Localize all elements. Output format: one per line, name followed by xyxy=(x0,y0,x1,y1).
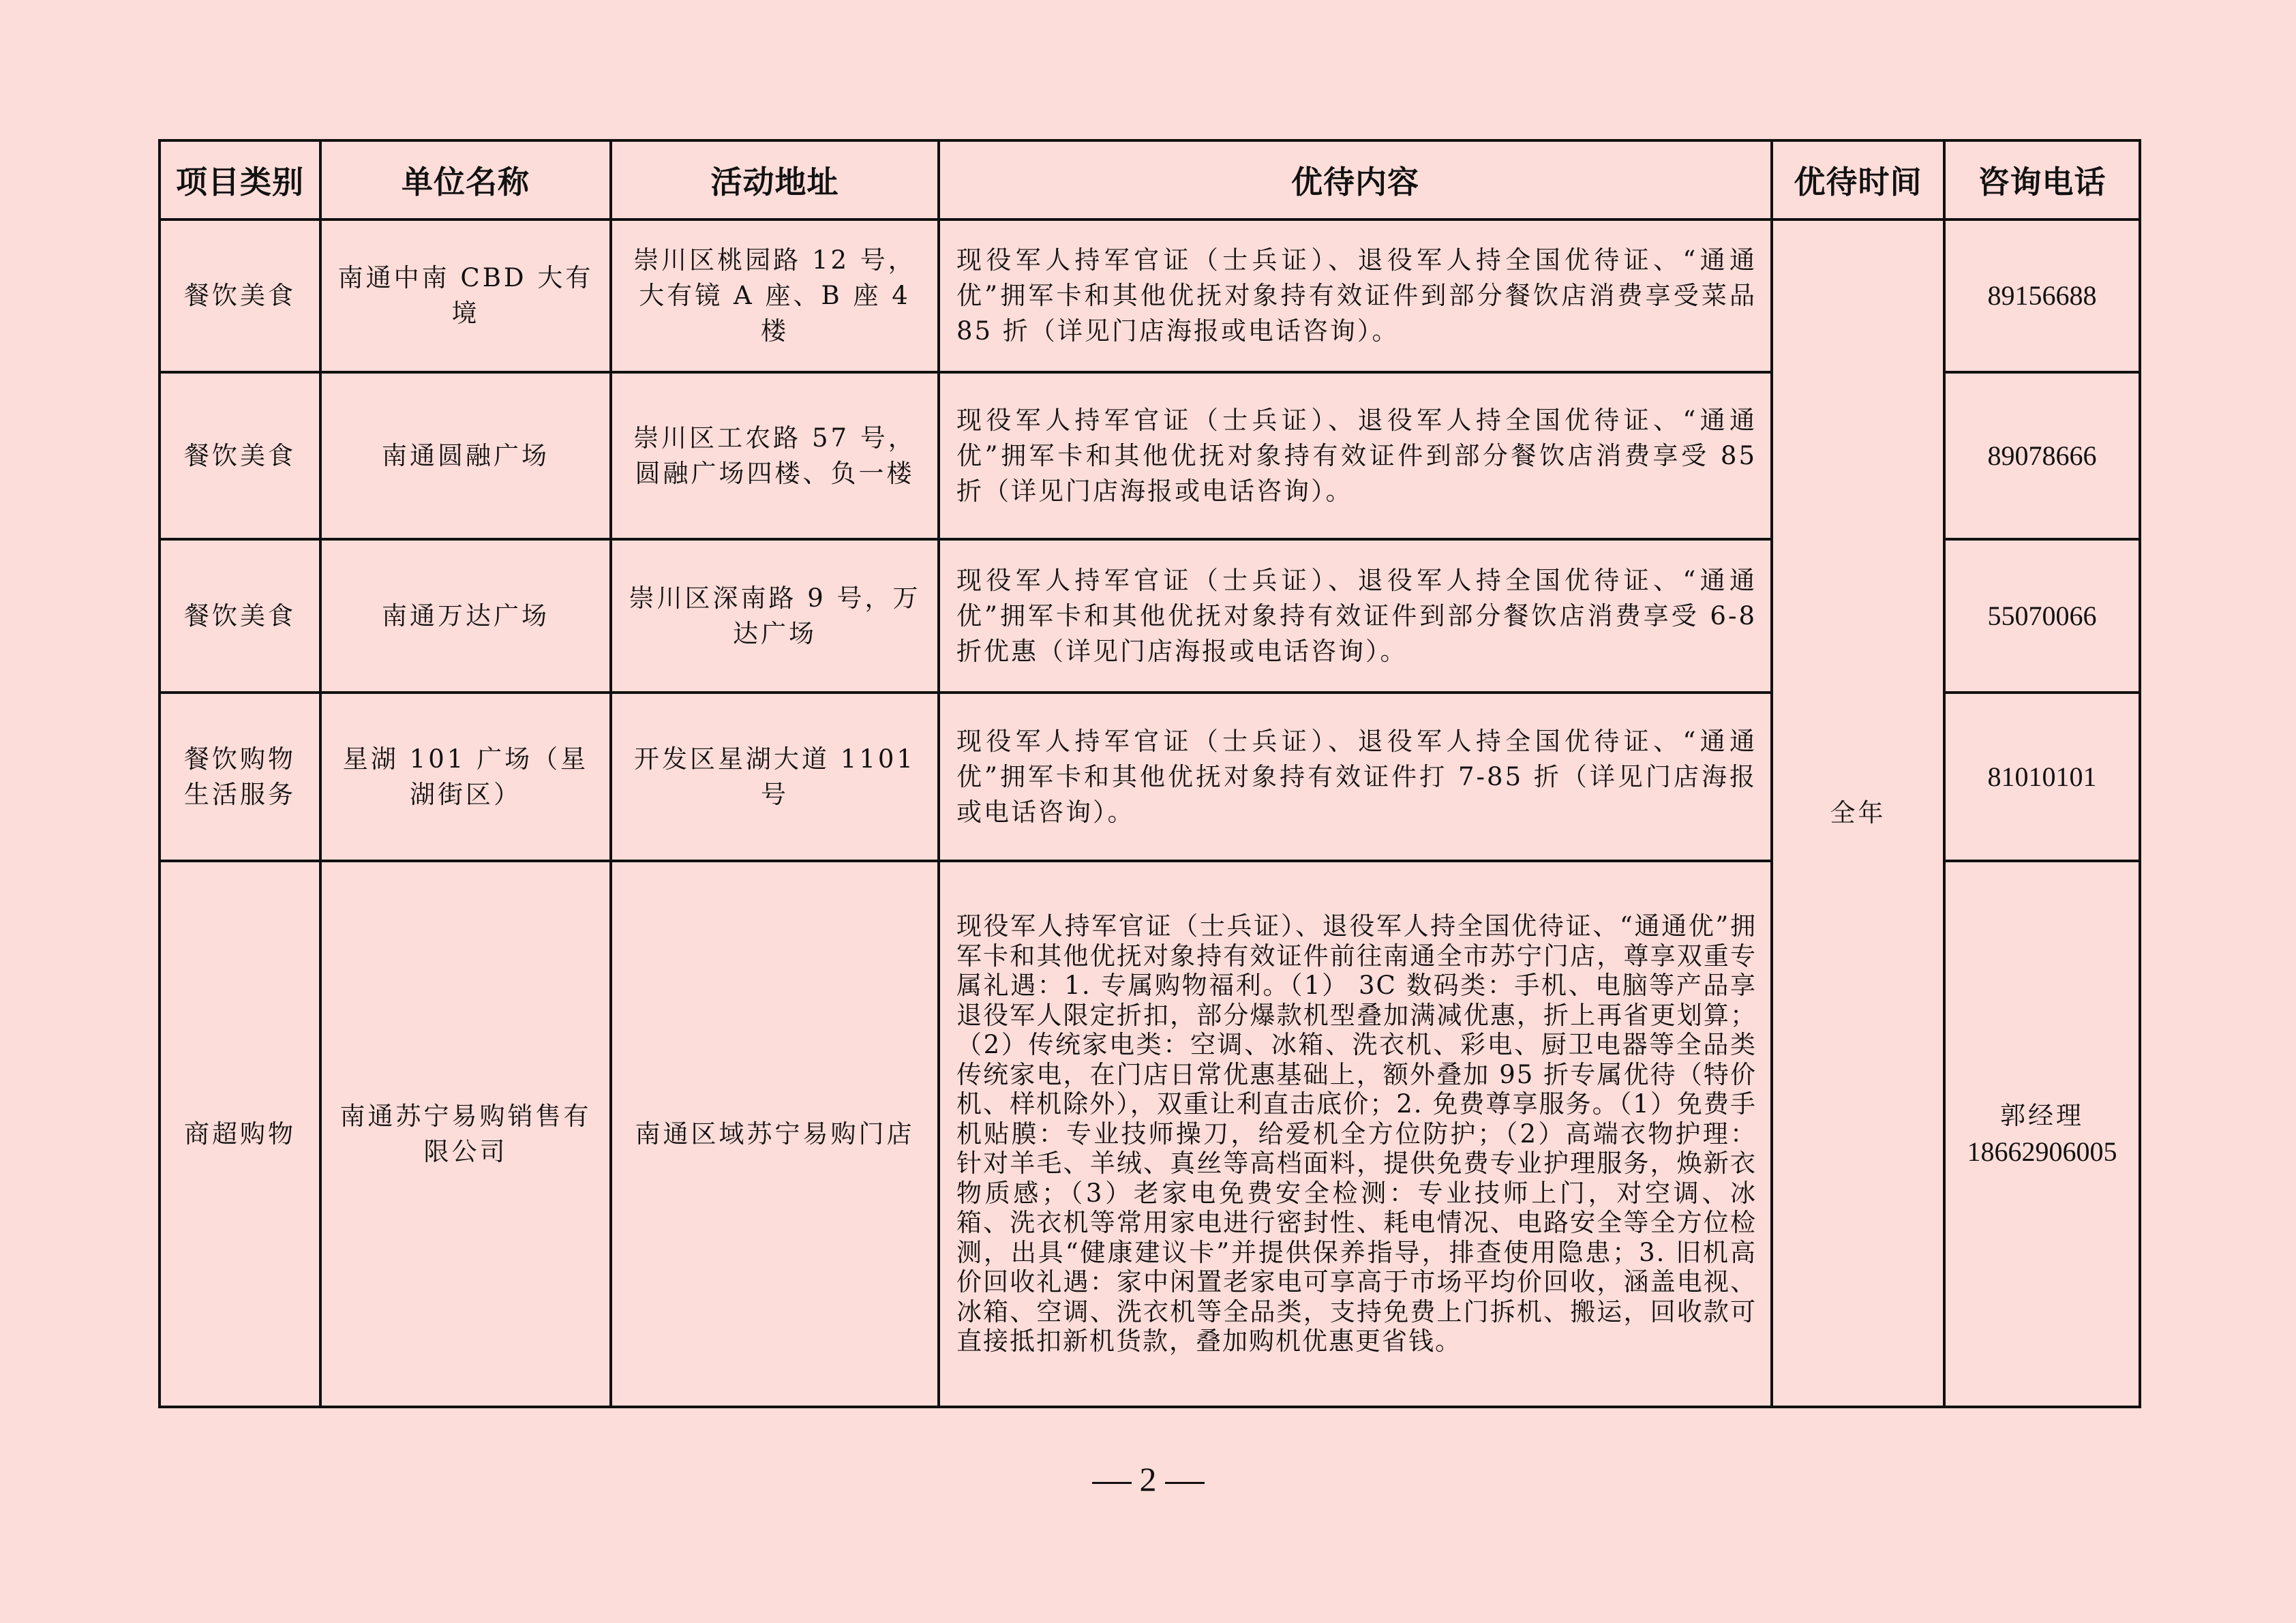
category-cell xyxy=(160,219,320,372)
page-number xyxy=(0,1459,2296,1500)
header-unit-name: 单位名称 xyxy=(320,140,611,219)
unit-cell xyxy=(320,372,611,539)
content-cell xyxy=(939,693,1772,861)
category-cell xyxy=(160,861,320,1407)
table-row xyxy=(160,219,2140,372)
unit-text: 南通万达广场 xyxy=(382,601,549,631)
phone-number: 89078666 xyxy=(1987,440,2097,471)
address-cell xyxy=(611,372,939,539)
unit-cell xyxy=(320,861,611,1407)
phone-cell xyxy=(1944,372,2140,539)
page-number-dash-left xyxy=(1092,1482,1132,1484)
benefit-time-cell xyxy=(1772,219,1944,1407)
address-text: 崇川区深南路 9 号，万达广场 xyxy=(629,583,921,648)
benefit-time-text: 全年 xyxy=(1830,798,1886,828)
content-text: 现役军人持军官证（士兵证）、退役军人持全国优待证、“通通优”拥军卡和其他优抚对象持有效证件前往南通全市苏宁门店，尊享双重专属礼遇：1. 专属购物福利。（1） 3C 数码类：手机、电脑等产品享退役军人限定折扣，部分爆款机型叠加满减优惠，折上再省更划算；（2）传统家电类：空调、冰箱、洗衣机、彩电、厨卫电器等全品类传统家电，在门店日常优惠基础上，额外叠加 95 折专属优待（特价机、样机除外），双重让利直击底价；2. 免费尊享服务。（1）免费手机贴膜：专业技师操刀，给爱机全方位防护；（2）高端衣物护理：针对羊毛、羊绒、真丝等高档面料，提供免费专业护理服务，焕新衣物质感；（3）老家电免费安全检测：专业技师上门，对空调、冰箱、洗衣机等常用家电进行密封性、耗电情况、电路安全等全方位检测，出具“健康建议卡”并提供保养指导，排查使用隐患；3. 旧机高价回收礼遇：家中闲置老家电可享高于市场平均价回收，涵盖电视、冰箱、空调、洗衣机等全品类，支持免费上门拆机、搬运，回收款可直接抵扣新机货款，叠加购机优惠更省钱。 xyxy=(956,911,1757,1356)
category-text: 餐饮购物生活服务 xyxy=(184,744,296,809)
phone-cell xyxy=(1944,539,2140,693)
content-cell xyxy=(939,219,1772,372)
content-text: 现役军人持军官证（士兵证）、退役军人持全国优待证、“通通优”拥军卡和其他优抚对象持有效证件到部分餐饮店消费享受 85 折（详见门店海报或电话咨询）。 xyxy=(956,405,1757,506)
unit-cell xyxy=(320,539,611,693)
content-cell xyxy=(939,372,1772,539)
content-cell xyxy=(939,539,1772,693)
unit-cell xyxy=(320,219,611,372)
address-text: 崇川区工农路 57 号，圆融广场四楼、负一楼 xyxy=(633,423,916,488)
phone-number: 89156688 xyxy=(1987,280,2097,311)
phone-cell xyxy=(1944,219,2140,372)
phone-number: 18662906005 xyxy=(1967,1136,2117,1167)
header-phone: 咨询电话 xyxy=(1944,140,2140,219)
header-category: 项目类别 xyxy=(160,140,320,219)
table-header-row xyxy=(160,140,2140,219)
content-cell xyxy=(939,861,1772,1407)
content-text: 现役军人持军官证（士兵证）、退役军人持全国优待证、“通通优”拥军卡和其他优抚对象持有效证件打 7-85 折（详见门店海报或电话咨询）。 xyxy=(956,726,1757,827)
unit-text: 星湖 101 广场（星湖街区） xyxy=(342,744,589,809)
category-text: 餐饮美食 xyxy=(184,281,296,310)
address-text: 南通区域苏宁易购门店 xyxy=(635,1119,915,1149)
category-cell xyxy=(160,539,320,693)
address-text: 崇川区桃园路 12 号，大有镜 A 座、B 座 4 楼 xyxy=(633,245,916,346)
unit-cell xyxy=(320,693,611,861)
content-text: 现役军人持军官证（士兵证）、退役军人持全国优待证、“通通优”拥军卡和其他优抚对象持有效证件到部分餐饮店消费享受菜品 85 折（详见门店海报或电话咨询）。 xyxy=(956,245,1757,346)
page-number-dash-right xyxy=(1165,1482,1205,1484)
phone-number: 81010101 xyxy=(1987,761,2097,792)
category-cell xyxy=(160,372,320,539)
category-text: 商超购物 xyxy=(184,1119,296,1149)
category-text: 餐饮美食 xyxy=(184,601,296,631)
category-text: 餐饮美食 xyxy=(184,440,296,470)
unit-text: 南通圆融广场 xyxy=(382,440,549,470)
phone-contact-name: 郭经理 xyxy=(2000,1100,2084,1130)
address-cell xyxy=(611,219,939,372)
address-cell xyxy=(611,539,939,693)
header-benefit-time: 优待时间 xyxy=(1772,140,1944,219)
unit-text: 南通中南 CBD 大有境 xyxy=(337,263,594,328)
page-number-value: 2 xyxy=(1139,1460,1157,1498)
address-cell xyxy=(611,861,939,1407)
address-cell xyxy=(611,693,939,861)
header-address: 活动地址 xyxy=(611,140,939,219)
address-text: 开发区星湖大道 1101 号 xyxy=(634,744,916,809)
phone-number: 55070066 xyxy=(1987,600,2097,631)
content-text: 现役军人持军官证（士兵证）、退役军人持全国优待证、“通通优”拥军卡和其他优抚对象持有效证件到部分餐饮店消费享受 6-8 折优惠（详见门店海报或电话咨询）。 xyxy=(956,565,1757,666)
benefits-table xyxy=(158,139,2141,1408)
header-benefit-content: 优待内容 xyxy=(939,140,1772,219)
unit-text: 南通苏宁易购销售有限公司 xyxy=(339,1101,592,1166)
phone-cell xyxy=(1944,861,2140,1407)
category-cell xyxy=(160,693,320,861)
phone-cell xyxy=(1944,693,2140,861)
